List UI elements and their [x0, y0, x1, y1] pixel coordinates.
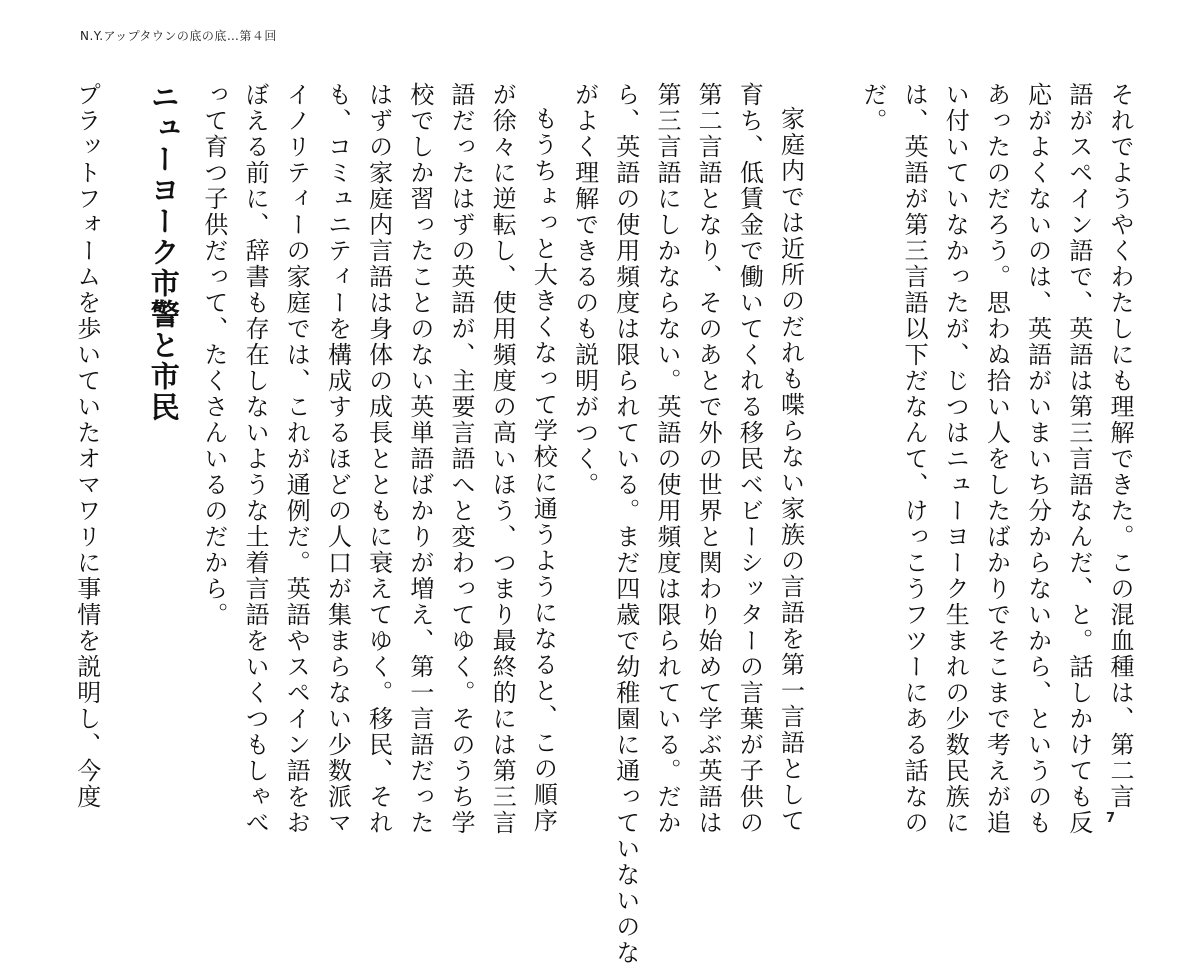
body-column: 応がよくないのは、英語がいまいち分からないから、というのも [1023, 82, 1052, 836]
body-column: はずの家庭内言語は身体の成長とともに衰えてゆく。移民、それ [364, 82, 393, 836]
running-header: N.Y.アップタウンの底の底…第４回 [80, 29, 277, 43]
body-column: が徐々に逆転し、使用頻度の高いほう、つまり最終的には第三言 [488, 82, 517, 836]
body-column: だ。 [858, 82, 887, 134]
body-column: がよく理解できるのも説明がつく。 [570, 82, 599, 498]
body-column: は、英語が第三言語以下だなんて、けっこうフツーにある話なの [900, 82, 929, 836]
body-column: 第三言語にしかならない。英語の使用頻度は限られている。だか [652, 82, 681, 836]
body-column: イノリティーの家庭では、これが通例だ。英語やスペイン語をお [282, 82, 311, 836]
body-column: 校でしか習ったことのない英単語ばかりが増え、第一言語だった [405, 82, 434, 836]
body-column: ぼえる前に、辞書も存在しないような土着言語をいくつもしゃべ [241, 82, 270, 836]
body-column: い付いていなかったが、じつはニューヨーク生まれの少数民族に [941, 82, 970, 836]
body-column: 家庭内では近所のだれも喋らない家族の言語を第一言語として [776, 106, 805, 834]
body-column: もうちょっと大きくなって学校に通うようになると、この順序 [529, 106, 558, 834]
body-column: 育ち、低賃金で働いてくれる移民ベビーシッターの言葉が子供の [735, 82, 764, 836]
body-column: 第二言語となり、そのあとで外の世界と関わり始めて学ぶ英語は [694, 82, 723, 836]
body-column: あったのだろう。思わぬ拾い人をしたばかりでそこまで考えが追 [982, 82, 1011, 836]
vertical-text-block [58, 82, 1134, 966]
section-heading: ニューヨーク市警と市民 [146, 82, 181, 423]
page-number: 7 [1106, 811, 1116, 826]
body-column: も、コミュニティーを構成するほどの人口が集まらない少数派マ [323, 82, 352, 836]
body-column: って育つ子供だって、たくさんいるのだから。 [199, 82, 228, 628]
body-column: それでようやくわたしにも理解できた。この混血種は、第二言 [1106, 82, 1134, 810]
body-column: 語だったはずの英語が、主要言語へと変わってゆく。そのうち学 [447, 82, 475, 836]
body-column: プラットフォームを歩いていたオマワリに事情を説明し、今度 [72, 82, 101, 810]
paragraph-gap [820, 82, 844, 802]
body-column: ら、英語の使用頻度は限られている。まだ四歳で幼稚園に通っていないのな [611, 82, 640, 966]
body-column: 語がスペイン語で、英語は第三言語なんだ、と。話しかけても反 [1064, 82, 1093, 836]
